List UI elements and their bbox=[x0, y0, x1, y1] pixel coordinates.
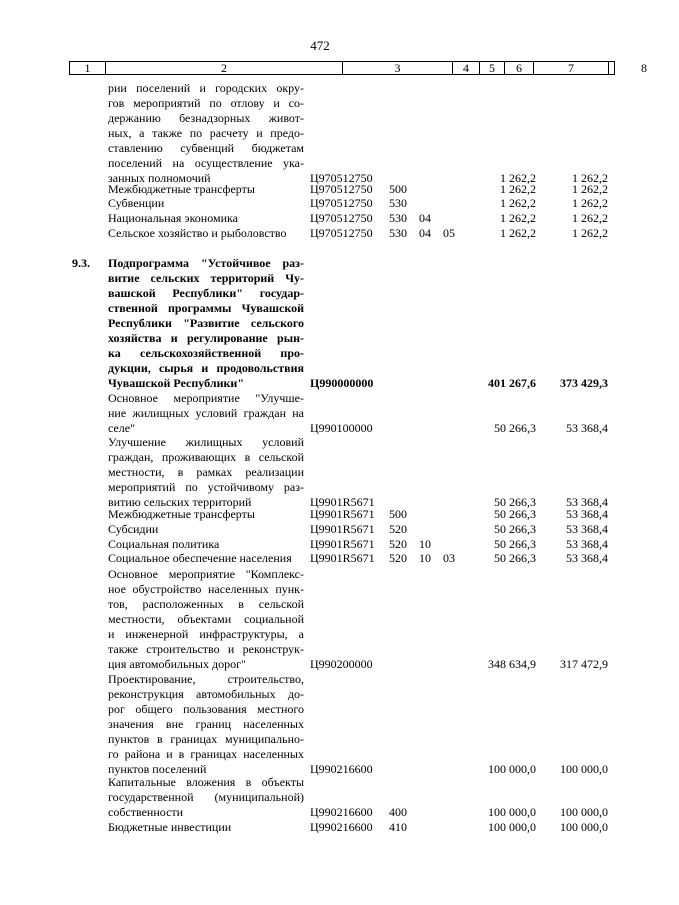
row-col-5: 10 bbox=[419, 537, 431, 551]
row-amount-2: 100 000,0 bbox=[560, 805, 608, 819]
row-amount-1: 1 262,2 bbox=[500, 211, 536, 225]
row-amount-1: 50 266,3 bbox=[494, 421, 536, 435]
row-code: Ц970512750 bbox=[310, 182, 373, 196]
row-name-line: Социальная политика bbox=[108, 537, 220, 551]
table-header bbox=[69, 61, 647, 75]
row-name-line: поселений на осуществление ука- bbox=[108, 156, 304, 170]
row-amount-2: 53 368,4 bbox=[566, 421, 608, 435]
row-name bbox=[108, 182, 304, 197]
header-col-2: 2 bbox=[106, 62, 343, 74]
row-amount-1: 401 267,6 bbox=[488, 376, 536, 390]
row-amount-1: 100 000,0 bbox=[488, 820, 536, 834]
row-code: Ц9901R5671 bbox=[310, 537, 375, 551]
row-name-line: Бюджетные инвестиции bbox=[108, 820, 232, 834]
row-name-line: хозяйства и регулирование рын- bbox=[108, 331, 304, 345]
row-name bbox=[108, 226, 304, 241]
row-col-4: 530 bbox=[389, 226, 407, 240]
row-name-line: держанию безнадзорных живот- bbox=[108, 111, 304, 125]
row-col-4: 500 bbox=[389, 507, 407, 521]
row-number: 9.3. bbox=[72, 256, 90, 270]
row-name-line: вашской Республики" государ- bbox=[108, 286, 304, 300]
row-amount-1: 1 262,2 bbox=[500, 226, 536, 240]
row-code: Ц990100000 bbox=[310, 421, 373, 435]
row-name-line: Чувашской Республики" bbox=[108, 376, 244, 390]
row-name-line: го района и в границах населенных bbox=[108, 747, 304, 761]
row-name-line: Межбюджетные трансферты bbox=[108, 182, 255, 196]
row-code: Ц970512750 bbox=[310, 226, 373, 240]
row-amount-2: 53 368,4 bbox=[566, 551, 608, 565]
row-name-line: граждан, проживающих в сельской bbox=[108, 450, 304, 464]
row-amount-1: 100 000,0 bbox=[488, 762, 536, 776]
row-name-line: тов, расположенных в сельской bbox=[108, 597, 304, 611]
row-amount-2: 373 429,3 bbox=[560, 376, 608, 390]
row-name-line: ция автомобильных дорог" bbox=[108, 657, 246, 671]
row-col-5: 04 bbox=[419, 211, 431, 225]
row-name bbox=[108, 537, 304, 552]
row-col-5: 10 bbox=[419, 551, 431, 565]
row-name bbox=[108, 672, 304, 777]
row-name-line: реконструкция автомобильных до- bbox=[108, 687, 304, 701]
row-amount-2: 53 368,4 bbox=[566, 495, 608, 509]
row-code: Ц9901R5671 bbox=[310, 495, 375, 509]
row-name bbox=[108, 522, 304, 537]
row-name-line: Межбюджетные трансферты bbox=[108, 507, 255, 521]
row-name-line: местности, в рамках реализации bbox=[108, 465, 304, 479]
row-amount-2: 100 000,0 bbox=[560, 820, 608, 834]
row-name-line: и инженерной инфраструктуры, а bbox=[108, 627, 304, 641]
row-col-4: 530 bbox=[389, 196, 407, 210]
row-amount-2: 53 368,4 bbox=[566, 537, 608, 551]
row-name-line: пунктов поселений bbox=[108, 762, 207, 776]
row-amount-1: 50 266,3 bbox=[494, 551, 536, 565]
row-name-line: Подпрограмма "Устойчивое раз- bbox=[108, 256, 304, 270]
row-name-line: ственной программы Чувашской bbox=[108, 301, 304, 315]
row-code: Ц990000000 bbox=[310, 376, 374, 390]
row-name-line: ставлению субвенций бюджетам bbox=[108, 141, 304, 155]
row-amount-2: 53 368,4 bbox=[566, 507, 608, 521]
header-col-6: 6 bbox=[505, 62, 534, 74]
header-col-8: 8 bbox=[641, 61, 647, 75]
row-name-line: витие сельских территорий Чу- bbox=[108, 271, 304, 285]
row-name-line: ных, а также по расчету и предо- bbox=[108, 126, 304, 140]
row-amount-2: 317 472,9 bbox=[560, 657, 608, 671]
row-name-line: Улучшение жилищных условий bbox=[108, 435, 304, 449]
header-col-4: 4 bbox=[453, 62, 480, 74]
row-name-line: Субсидии bbox=[108, 522, 159, 536]
row-name-line: Основное мероприятие "Комплекс- bbox=[108, 567, 304, 581]
row-col-6: 05 bbox=[443, 226, 455, 240]
row-name-line: Проектирование, строительство, bbox=[108, 672, 304, 686]
row-amount-1: 1 262,2 bbox=[500, 196, 536, 210]
row-code: Ц9901R5671 bbox=[310, 507, 375, 521]
row-name bbox=[108, 196, 304, 211]
row-amount-1: 348 634,9 bbox=[488, 657, 536, 671]
row-name bbox=[108, 211, 304, 226]
row-amount-2: 1 262,2 bbox=[572, 211, 608, 225]
row-code: Ц970512750 bbox=[310, 211, 373, 225]
row-name bbox=[108, 775, 304, 820]
row-amount-1: 50 266,3 bbox=[494, 522, 536, 536]
row-code: Ц970512750 bbox=[310, 196, 373, 210]
row-name bbox=[108, 435, 304, 510]
row-name-line: Капитальные вложения в объекты bbox=[108, 775, 304, 789]
row-name-line: дукции, сырья и продовольствия bbox=[108, 361, 304, 375]
row-col-4: 500 bbox=[389, 182, 407, 196]
row-amount-2: 100 000,0 bbox=[560, 762, 608, 776]
row-amount-1: 50 266,3 bbox=[494, 495, 536, 509]
row-name-line: витию сельских территорий bbox=[108, 495, 252, 509]
header-col-3: 3 bbox=[343, 62, 453, 74]
row-amount-1: 100 000,0 bbox=[488, 805, 536, 819]
row-amount-2: 1 262,2 bbox=[572, 196, 608, 210]
row-amount-2: 53 368,4 bbox=[566, 522, 608, 536]
row-name-line: занных полномочий bbox=[108, 171, 211, 185]
row-name-line: собственности bbox=[108, 805, 184, 819]
row-name-line: Сельское хозяйство и рыболовство bbox=[108, 226, 287, 240]
row-code: Ц990216600 bbox=[310, 820, 373, 834]
row-code: Ц970512750 bbox=[310, 171, 373, 185]
row-name bbox=[108, 81, 304, 186]
row-name-line: государственной (муниципальной) bbox=[108, 790, 304, 804]
row-col-4: 520 bbox=[389, 551, 407, 565]
row-code: Ц9901R5671 bbox=[310, 551, 375, 565]
row-name-line: местности, объектами социальной bbox=[108, 612, 304, 626]
row-name-line: гов мероприятий по отлову и со- bbox=[108, 96, 304, 110]
row-amount-2: 1 262,2 bbox=[572, 171, 608, 185]
row-col-5: 04 bbox=[419, 226, 431, 240]
row-amount-1: 1 262,2 bbox=[500, 171, 536, 185]
row-name-line: Основное мероприятие "Улучше- bbox=[108, 391, 304, 405]
row-code: Ц990216600 bbox=[310, 805, 373, 819]
row-name-line: мероприятий по устойчивому раз- bbox=[108, 480, 304, 494]
row-name-line: Субвенции bbox=[108, 196, 165, 210]
row-name-line: значения вне границ населенных bbox=[108, 717, 304, 731]
row-name-line: ние жилищных условий граждан на bbox=[108, 406, 304, 420]
header-col-7: 7 bbox=[534, 62, 609, 74]
row-col-4: 410 bbox=[389, 820, 407, 834]
header-col-5: 5 bbox=[480, 62, 505, 74]
row-amount-1: 1 262,2 bbox=[500, 182, 536, 196]
row-name-line: рии поселений и городских окру- bbox=[108, 81, 304, 95]
row-name bbox=[108, 820, 304, 835]
row-name-line: ка сельскохозяйственной про- bbox=[108, 346, 304, 360]
row-col-4: 520 bbox=[389, 537, 407, 551]
row-code: Ц9901R5671 bbox=[310, 522, 375, 536]
row-name bbox=[108, 507, 304, 522]
row-name bbox=[108, 567, 304, 672]
row-code: Ц990216600 bbox=[310, 762, 373, 776]
row-name-line: также строительство и реконструк- bbox=[108, 642, 304, 656]
row-name-line: Социальное обеспечение населения bbox=[108, 551, 292, 565]
row-col-4: 400 bbox=[389, 805, 407, 819]
row-amount-1: 50 266,3 bbox=[494, 537, 536, 551]
row-code: Ц990200000 bbox=[310, 657, 373, 671]
row-name bbox=[108, 551, 304, 566]
row-name bbox=[108, 256, 304, 391]
row-name-line: Республики "Развитие сельского bbox=[108, 316, 304, 330]
row-name-line: Национальная экономика bbox=[108, 211, 238, 225]
row-name-line: селе" bbox=[108, 421, 136, 435]
row-amount-1: 50 266,3 bbox=[494, 507, 536, 521]
row-amount-2: 1 262,2 bbox=[572, 226, 608, 240]
header-col-1: 1 bbox=[70, 62, 106, 74]
row-name-line: пунктов в границах муниципально- bbox=[108, 732, 304, 746]
row-name-line: ное обустройство населенных пунк- bbox=[108, 582, 304, 596]
row-name bbox=[108, 391, 304, 436]
row-col-4: 520 bbox=[389, 522, 407, 536]
row-col-4: 530 bbox=[389, 211, 407, 225]
row-col-6: 03 bbox=[443, 551, 455, 565]
row-name-line: рог общего пользования местного bbox=[108, 702, 304, 716]
row-amount-2: 1 262,2 bbox=[572, 182, 608, 196]
page-number: 472 bbox=[310, 38, 330, 53]
